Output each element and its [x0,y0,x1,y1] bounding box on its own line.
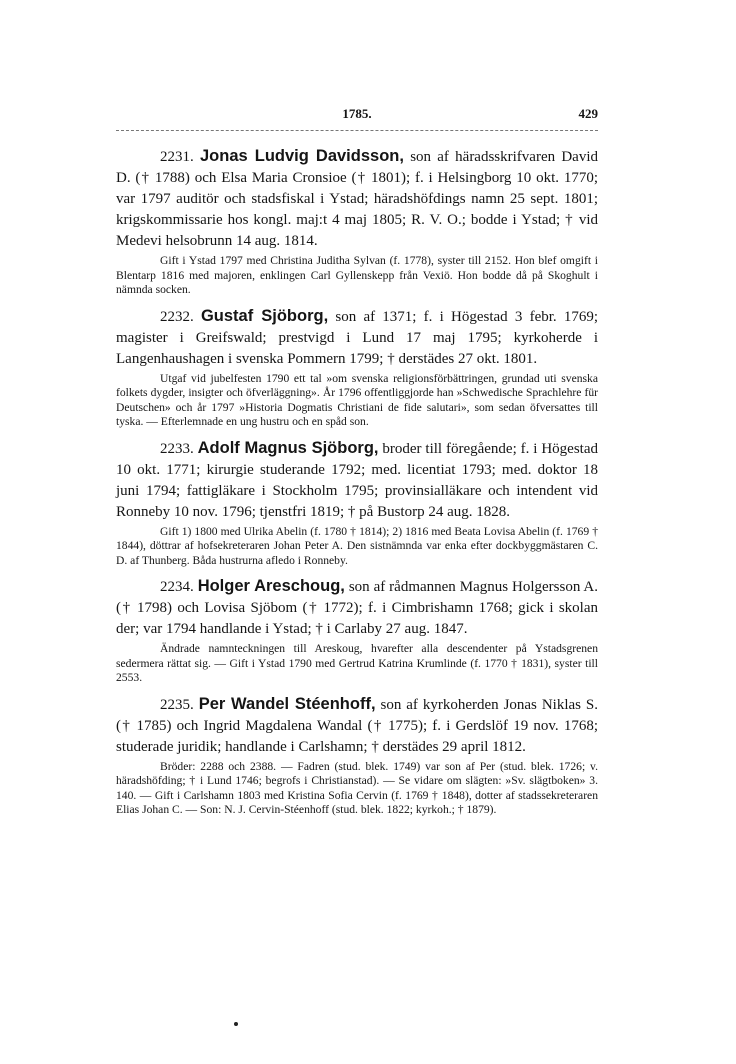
entry-main-text [116,438,598,523]
entry-number: 2232. [160,308,194,325]
header-rule [116,130,598,131]
ink-speck [234,1022,238,1026]
entries-list [116,146,598,818]
entry-note: Bröder: 2288 och 2388. — Fadren (stud. blek. 1749) var son af Per (stud. blek. 1726; v. häradshöfding; † i Lund 1746; begrofs i Christianstad). — Se vidare om slägten: »Sv. slägtboken» 3. 140. — Gift i Carlshamn 1803 med Kristina Sofia Cervin (f. 1769 † 1848), dotter af stadssekreteraren Elias Johan C. — Son: N. J. Cervin-Stéenhoff (stud. blek. 1822; kyrkoh.; † 1879). [116,759,598,816]
entry-number: 2234. [160,579,194,595]
entry-body: son af rådmannen Magnus Holgersson A. († 1798) och Lovisa Sjöbom († 1772); f. i Cimbrishamn 1768; gick i skolan der; var 1794 handlande i Ystad; † i Carlaby 27 aug. 1847. [116,579,599,637]
entry-main-text [116,306,598,370]
entry-name: Jonas Ludvig Davidsson, [200,147,404,165]
entry-number: 2233. [160,440,194,457]
entry-number: 2235. [160,696,194,713]
entry-main-text [116,576,598,640]
entry-2231 [116,146,598,298]
page-header [116,100,598,124]
entry-name: Adolf Magnus Sjöborg, [197,438,379,457]
header-year: 1785. [342,106,372,121]
page-number: 429 [578,106,598,121]
entry-body: broder till föregående; f. i Högestad 10 okt. 1771; kirurgie studerande 1792; med. licentiat 1793; med. doktor 18 juni 1794; fattigläkare i Stockholm 1795; provinsialläkare och intendent vid Ronneby 10 nov. 1796; tjenstfri 1819; † på Bustorp 24 aug. 1828. [116,440,598,520]
entry-body: son af häradsskrifvaren David D. († 1788) och Elsa Maria Cronsioe († 1801); f. i Helsingborg 10 okt. 1770; var 1797 auditör och stadsfiskal i Ystad; häradshöfdings namn 25 sept. 1801; krigskommissarie hos kongl. maj:t 4 maj 1805; R. V. O.; bodde i Ystad; † vid Medevi helsobrunn 14 aug. 1814. [116,149,599,249]
entry-note: Gift i Ystad 1797 med Christina Juditha Sylvan (f. 1778), syster till 2152. Hon blef omgift i Blentarp 1816 med majoren, enklingen Carl Gyllenskepp från Vexiö. Hon bodde då på Skoghult i nämnda socken. [116,254,598,296]
entry-note: Ändrade namnteckningen till Areskoug, hvarefter alla descendenter på Ystadsgrenen sedermera rättat sig. — Gift i Ystad 1790 med Gertrud Katrina Krumlinde (f. 1770 † 1831), syster till 2553. [116,642,598,684]
entry-name: Gustaf Sjöborg, [200,306,329,325]
entry-main-text [116,146,598,252]
document-page [116,100,598,826]
entry-note: Utgaf vid jubelfesten 1790 ett tal »om svenska religionsförbättringen, grundad uti svenska folkets dygder, insigter och öfverläggning». År 1796 offentliggjorde han »Schwedische Sprachlehre für Deutschen» och år 1797 »Historia Dogmatis Christiani de fide salutari», som sedan öfversattes till tyska. — Efterlemnade en ung hustru och en spåd son. [116,371,598,428]
entry-name: Holger Areschoug, [197,577,345,595]
entry-number: 2231. [160,149,194,165]
entry-body: son af kyrkoherden Jonas Niklas S. († 1785) och Ingrid Magdalena Wandal († 1775); f. i Gerdslöf 19 nov. 1768; studerade juridik; handlande i Carlshamn; † derstädes 29 april 1812. [116,696,599,755]
entry-note: Gift 1) 1800 med Ulrika Abelin (f. 1780 † 1814); 2) 1816 med Beata Lovisa Abelin (f. 1769 † 1844), döttrar af hofsekreteraren Johan Peter A. Den sistnämnda var enka efter dockbyggmästaren C. D. af Thunberg. Båda hustrurna afledo i Ronneby. [116,524,598,567]
entry-2235 [116,694,598,818]
entry-main-text [116,694,598,758]
entry-2233 [116,438,598,569]
entry-name: Per Wandel Stéenhoff, [198,694,376,713]
entry-2234 [116,576,598,686]
entry-body: son af 1371; f. i Högestad 3 febr. 1769; magister i Greifswald; prestvigd i Lund 17 maj 1795; kyrkoherde i Langenhaushagen i svenska Pommern 1799; † derstädes 27 okt. 1801. [116,308,599,367]
entry-2232 [116,306,598,430]
